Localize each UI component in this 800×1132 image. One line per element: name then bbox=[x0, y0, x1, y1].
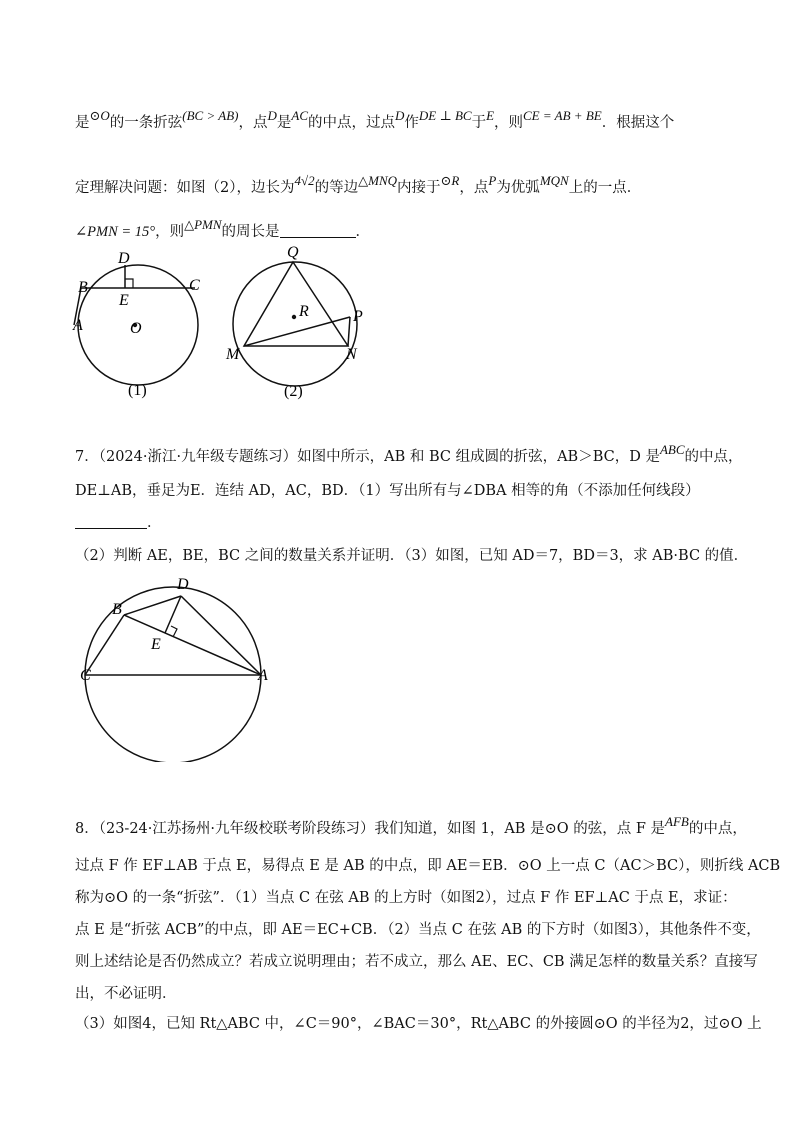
chord-da bbox=[181, 596, 261, 675]
label-m: M bbox=[226, 346, 240, 363]
q8-text: 的中点， bbox=[688, 821, 747, 837]
q7-text: 7．（2024·浙江·九年级专题练习）如图中所示，AB 和 BC 组成圆的折弦，AB＞BC，D 是 bbox=[75, 449, 660, 465]
q8-text: 8．（23-24·江苏扬州·九年级校联考阶段练习）我们知道，如图 1，AB 是⊙O 的弦，点 F 是 bbox=[75, 821, 665, 837]
q8-line-5: 则上述结论是否仍然成立？若成立说明理由；若不成立，那么 AE、EC、CB 满足怎样的数量关系？直接写 bbox=[75, 954, 758, 970]
q6-text: 的中点，过点 bbox=[308, 115, 395, 131]
q7-text: ． bbox=[147, 515, 162, 531]
label-a: A bbox=[73, 317, 83, 334]
q6-math: D bbox=[395, 108, 405, 123]
label-o: O bbox=[130, 320, 142, 337]
label-b: B bbox=[78, 279, 88, 296]
q6-math: ∠PMN = 15° bbox=[75, 224, 156, 240]
answer-blank[interactable] bbox=[75, 514, 147, 529]
q6-text: 是 bbox=[276, 115, 292, 131]
q6-math: D bbox=[267, 108, 277, 123]
q6-text: ，则 bbox=[494, 115, 524, 131]
q6-math: ⊙O bbox=[89, 108, 110, 123]
q6-text: 的周长是 bbox=[221, 224, 280, 240]
q6-text: 内接于 bbox=[397, 180, 441, 196]
answer-blank[interactable] bbox=[280, 223, 356, 238]
q8-math-arc: AFB bbox=[665, 814, 689, 829]
q7-line-4: （2）判断 AE，BE，BC 之间的数量关系并证明．（3）如图，已知 AD＝7，BD＝3，求 AB·BC 的值． bbox=[75, 548, 749, 564]
q6-text: 的一条折弦 bbox=[109, 115, 183, 131]
q6-text: ，点 bbox=[459, 180, 489, 196]
q6-text: ．根据这个 bbox=[601, 115, 675, 131]
label-q: Q bbox=[287, 244, 299, 261]
q6-figure-2 bbox=[222, 242, 372, 407]
center-dot bbox=[292, 315, 296, 319]
q8-line-2: 过点 F 作 EF⊥AB 于点 E，易得点 E 是 AB 的中点，即 AE＝EB．⊙O 上一点 C（AC＞BC），则折线 ACB bbox=[75, 858, 781, 874]
label-c: C bbox=[189, 277, 200, 294]
q7-math-arc: ABC bbox=[659, 442, 685, 457]
q8-line-6: 出，不必证明． bbox=[75, 986, 177, 1002]
chord-bd bbox=[124, 596, 181, 615]
label-b: B bbox=[112, 601, 122, 618]
q6-math: 4√2 bbox=[294, 173, 315, 188]
q6-math: DE ⊥ BC bbox=[418, 108, 472, 123]
label-a: A bbox=[258, 667, 268, 684]
q6-line-3 bbox=[75, 215, 370, 242]
figure-caption-1: (1) bbox=[128, 382, 147, 399]
right-angle-mark bbox=[125, 279, 133, 288]
chord-ba bbox=[124, 615, 261, 675]
q6-line-2 bbox=[75, 171, 641, 198]
q6-math: △MNQ bbox=[358, 173, 398, 188]
label-e: E bbox=[151, 636, 161, 653]
figure-caption-2: (2) bbox=[284, 383, 303, 400]
q6-line-1 bbox=[75, 106, 674, 133]
label-r: R bbox=[299, 303, 309, 320]
label-n: N bbox=[346, 346, 357, 363]
q8-line-1 bbox=[75, 812, 747, 839]
q6-text: 上的一点． bbox=[568, 180, 642, 196]
q6-text: ． bbox=[355, 224, 371, 240]
q6-text: 作 bbox=[404, 115, 419, 131]
q6-text: 的等边 bbox=[314, 180, 359, 196]
q6-text: ，则 bbox=[155, 224, 185, 240]
q6-math-arc: MQN bbox=[539, 173, 569, 188]
label-p: P bbox=[353, 308, 363, 325]
segment-pn bbox=[348, 317, 350, 346]
q6-math: E bbox=[486, 108, 495, 123]
q6-math-arc: AC bbox=[291, 108, 308, 123]
label-d: D bbox=[177, 576, 189, 593]
q7-line-2: DE⊥AB，垂足为E．连结 AD，AC，BD．（1）写出所有与∠DBA 相等的角（不添加任何线段） bbox=[75, 483, 700, 499]
q8-line-3: 称为⊙O 的一条“折弦”．（1）当点 C 在弦 AB 的上方时（如图2），过点 F 作 EF⊥AC 于点 E，求证： bbox=[75, 890, 737, 906]
label-e: E bbox=[119, 292, 129, 309]
q6-math: (BC > AB) bbox=[182, 108, 239, 123]
q6-text: 是 bbox=[75, 115, 90, 131]
q8-line-7: （3）如图4，已知 Rt△ABC 中，∠C＝90°，∠BAC＝30°，Rt△ABC 的外接圆⊙O 的半径为2，过⊙O 上 bbox=[75, 1016, 762, 1032]
q7-line-3 bbox=[75, 513, 162, 533]
q6-text: 为优弧 bbox=[496, 180, 540, 196]
q6-math: ⊙R bbox=[440, 173, 460, 188]
q6-math: CE = AB + BE bbox=[523, 108, 602, 123]
segment-mp bbox=[244, 317, 350, 346]
q6-text: 于 bbox=[471, 115, 487, 131]
q8-line-4: 点 E 是“折弦 ACB”的中点，即 AE＝EC+CB．（2）当点 C 在弦 AB 的下方时（如图3），其他条件不变， bbox=[75, 922, 761, 938]
circle-r bbox=[233, 262, 357, 386]
q6-math: △PMN bbox=[184, 217, 222, 232]
q7-text: 的中点， bbox=[684, 449, 743, 465]
q6-math: P bbox=[488, 173, 497, 188]
q7-figure bbox=[78, 572, 278, 762]
label-c: C bbox=[80, 667, 91, 684]
q7-line-1 bbox=[75, 440, 743, 467]
q6-figure-1 bbox=[68, 245, 218, 405]
q6-text: 定理解决问题：如图（2），边长为 bbox=[75, 180, 295, 196]
q6-text: ，点 bbox=[238, 115, 268, 131]
label-d: D bbox=[118, 250, 130, 267]
